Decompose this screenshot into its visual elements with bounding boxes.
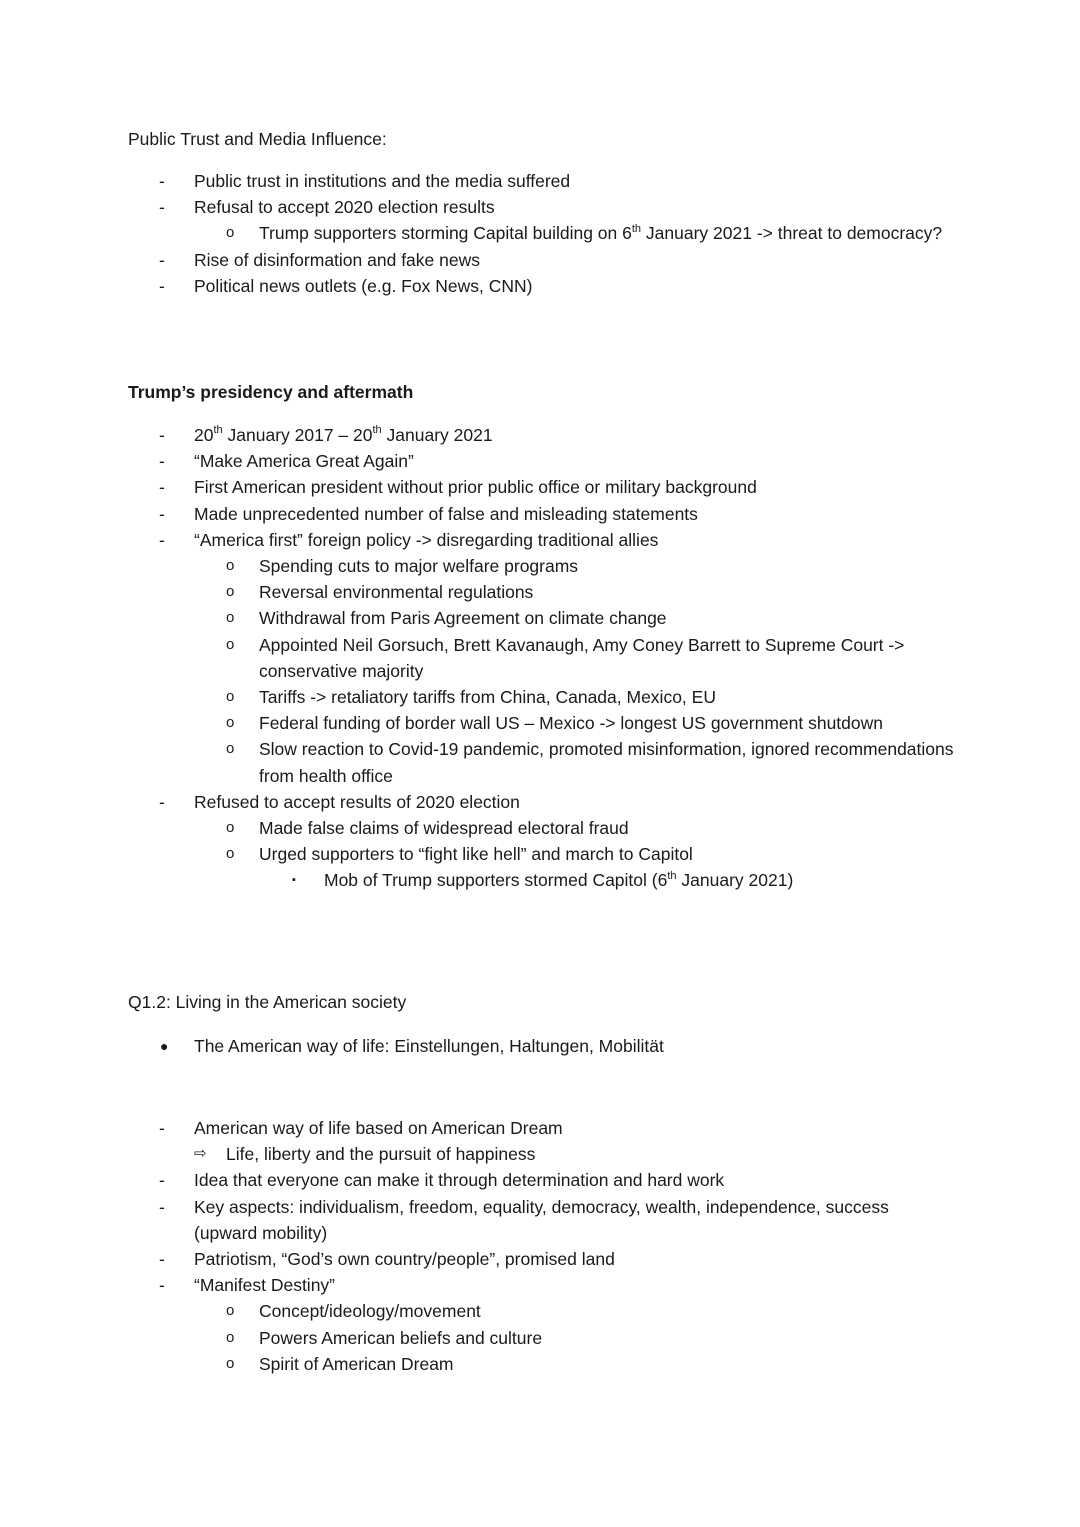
circle-marker: o: [226, 224, 235, 242]
sub-list-item: o Spending cuts to major welfare programs: [0, 553, 959, 579]
circle-marker: o: [226, 583, 235, 601]
circle-marker: o: [226, 609, 235, 627]
dash-marker: -: [159, 529, 165, 550]
list-item: - 20th January 2017 – 20th January 2021: [0, 422, 954, 448]
list-item: ● The American way of life: Einstellungen, Haltungen, Mobilität: [0, 1033, 954, 1059]
list-item: - Made unprecedented number of false and misleading statements: [0, 501, 954, 527]
sub-sub-list-item: ▪ Mob of Trump supporters stormed Capitol (6th January 2021): [0, 867, 964, 893]
list-item: - Refused to accept results of 2020 election: [0, 789, 954, 815]
list-item: - Idea that everyone can make it through determination and hard work: [0, 1167, 954, 1193]
arrow-icon: ⇨: [194, 1145, 207, 1163]
sub-list-item: o Federal funding of border wall US – Mexico -> longest US government shutdown: [0, 710, 959, 736]
sub-list-item: o Appointed Neil Gorsuch, Brett Kavanaugh, Amy Coney Barrett to Supreme Court -> conservative majority: [0, 632, 959, 684]
dash-marker: -: [159, 1249, 165, 1270]
bullet-list: [0, 422, 964, 894]
circle-marker: o: [226, 740, 235, 758]
list-item: - “Manifest Destiny”: [0, 1272, 954, 1298]
section-heading: Q1.2: Living in the American society: [128, 992, 407, 1012]
sub-list-item: o Tariffs -> retaliatory tariffs from China, Canada, Mexico, EU: [0, 684, 959, 710]
bullet-list: [0, 1033, 954, 1059]
sub-list-item: o Reversal environmental regulations: [0, 579, 959, 605]
list-item: - “America first” foreign policy -> disregarding traditional allies: [0, 527, 954, 553]
circle-marker: o: [226, 714, 235, 732]
sub-list-item: o Urged supporters to “fight like hell” and march to Capitol: [0, 841, 959, 867]
sub-list-item: o Trump supporters storming Capital building on 6th January 2021 -> threat to democracy?: [0, 220, 959, 246]
section-heading: Trump’s presidency and aftermath: [128, 382, 414, 402]
dash-marker: -: [159, 791, 165, 812]
list-item: - First American president without prior public office or military background: [0, 474, 954, 500]
bullet-list: [0, 168, 959, 299]
sub-list-item: o Slow reaction to Covid-19 pandemic, promoted misinformation, ignored recommendations from health office: [0, 736, 959, 788]
dot-marker: ●: [160, 1038, 169, 1054]
dash-marker: -: [159, 1170, 165, 1191]
list-item: - Public trust in institutions and the media suffered: [0, 168, 954, 194]
circle-marker: o: [226, 819, 235, 837]
circle-marker: o: [226, 635, 235, 653]
circle-marker: o: [226, 688, 235, 706]
dash-marker: -: [159, 249, 165, 270]
dash-marker: -: [159, 275, 165, 296]
list-item: - “Make America Great Again”: [0, 448, 954, 474]
circle-marker: o: [226, 845, 235, 863]
dash-marker: -: [159, 171, 165, 191]
sub-list-item: o Spirit of American Dream: [0, 1351, 959, 1377]
list-item: - Rise of disinformation and fake news: [0, 247, 954, 273]
circle-marker: o: [226, 1328, 235, 1346]
list-item: - Refusal to accept 2020 election results: [0, 194, 954, 220]
sub-list-item: o Concept/ideology/movement: [0, 1298, 959, 1324]
circle-marker: o: [226, 557, 235, 575]
list-item: - Political news outlets (e.g. Fox News, CNN): [0, 273, 954, 299]
list-item: - American way of life based on American Dream: [0, 1115, 954, 1141]
sub-list-item: o Made false claims of widespread electoral fraud: [0, 815, 959, 841]
dash-marker: -: [159, 1118, 165, 1138]
section-heading: Public Trust and Media Influence:: [128, 129, 387, 149]
dash-marker: -: [159, 425, 165, 445]
sub-list-item: o Powers American beliefs and culture: [0, 1325, 959, 1351]
square-marker: ▪: [292, 874, 296, 887]
list-item: - Patriotism, “God’s own country/people”, promised land: [0, 1246, 954, 1272]
arrow-item: ⇨ Life, liberty and the pursuit of happiness: [0, 1141, 959, 1167]
circle-marker: o: [226, 1302, 235, 1320]
dash-marker: -: [159, 1275, 165, 1296]
sub-list-item: o Withdrawal from Paris Agreement on climate change: [0, 605, 959, 631]
dash-marker: -: [159, 503, 165, 524]
dash-marker: -: [159, 1196, 165, 1217]
bullet-list: [0, 1115, 959, 1377]
dash-marker: -: [159, 197, 165, 218]
dash-marker: -: [159, 451, 165, 472]
list-item: - Key aspects: individualism, freedom, equality, democracy, wealth, independence, success (upward mobility): [0, 1194, 954, 1246]
circle-marker: o: [226, 1354, 235, 1372]
dash-marker: -: [159, 477, 165, 498]
